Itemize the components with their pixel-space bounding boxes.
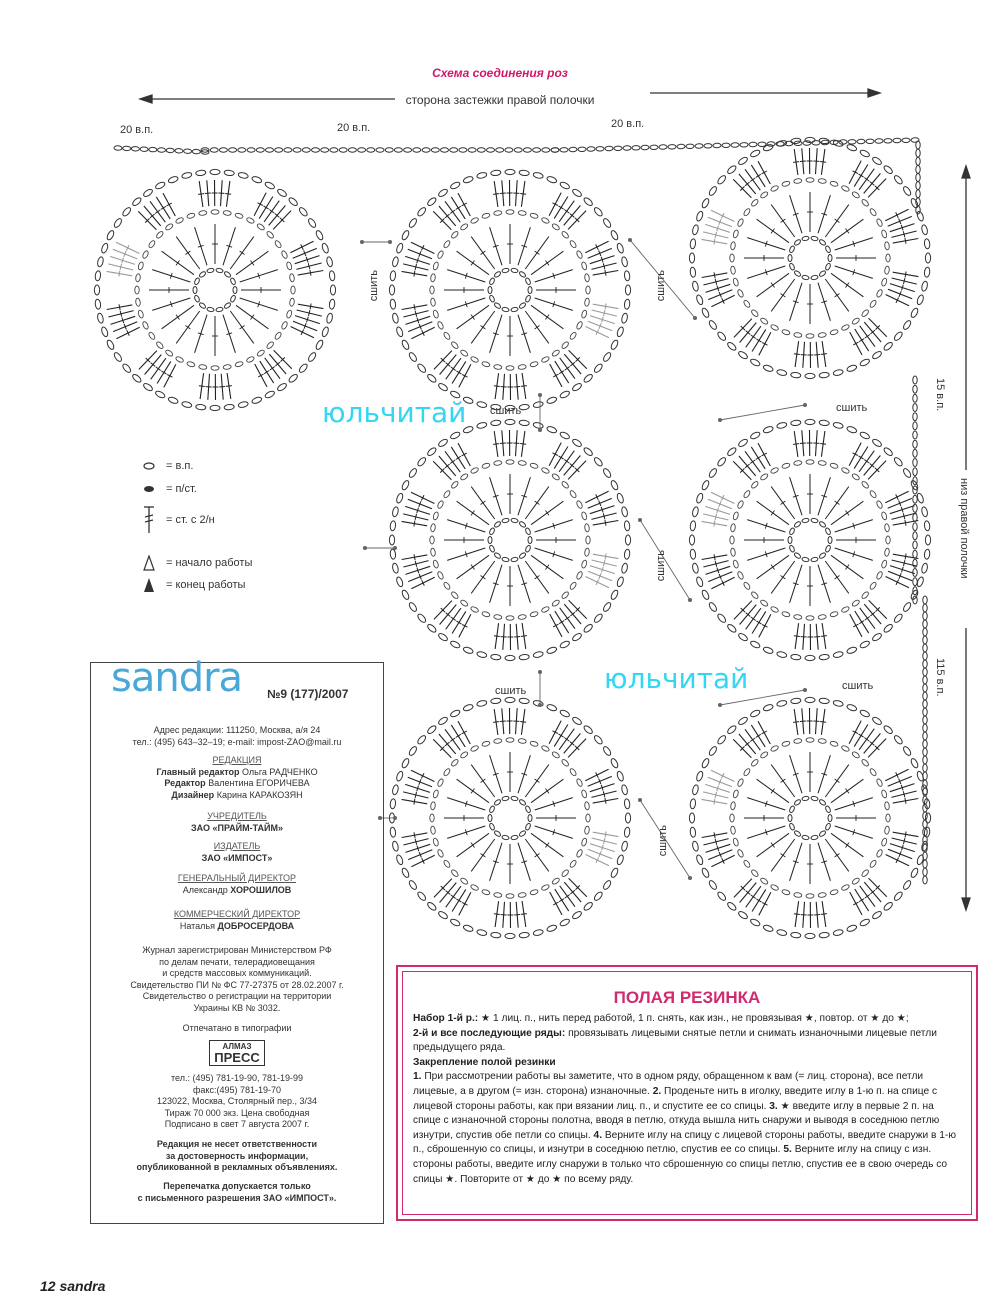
chain-count-label: 20 в.п. [337, 122, 371, 134]
printer-line: тел.: (495) 781-19-90, 781-19-99 [170, 1073, 304, 1083]
rose-motif [389, 697, 630, 938]
section-head: РЕДАКЦИЯ [212, 755, 262, 765]
rose-motif [689, 419, 930, 660]
diagram-subtitle: сторона застежки правой полочки [405, 93, 595, 107]
sew-label: сшить [655, 270, 667, 302]
page-number: 12 [40, 1278, 56, 1294]
printer-line: Подписано в свет 7 августа 2007 г. [164, 1119, 310, 1129]
magazine-logo: sandra [111, 655, 243, 701]
registration-line: Украины КВ № 3032. [193, 1002, 281, 1013]
side-label: низ правой полочки [958, 478, 970, 579]
fix-heading: Закрепление полой резинки [413, 1056, 556, 1068]
rose-motif [689, 697, 930, 938]
disclaimer-line: Редакция не несет ответственности [156, 1139, 318, 1149]
chain-count-label: 20 в.п. [120, 124, 154, 136]
rose-motif [389, 419, 630, 660]
diagram-title: Схема соединения роз [432, 66, 568, 80]
staff-line: Наталья ДОБРОСЕРДОВА [179, 920, 295, 931]
disclaimer-line: за достоверность информации, [165, 1150, 309, 1161]
registration-line: Журнал зарегистрирован Министерством РФ [142, 945, 332, 955]
sew-label: сшить [655, 550, 667, 582]
rose-motif [689, 137, 930, 378]
legend-item: = конец работы [140, 577, 245, 593]
printer-line: 123022, Москва, Столярный пер., 3/34 [156, 1096, 318, 1106]
end-triangle-icon [140, 577, 158, 593]
fix-steps: 1. При рассмотрении работы вы заметите, что в одном ряду, обращенном к вам (= лиц. сторона), все петли лицевые, а в другом (= изн. сторона) изнаночные. 2. Проденьте нить в иголку, введите иглу в 1-ю п. на спице с лицевой стороны работы, как при вязании лиц. п., и спустите ее со спицы. 3. ★ введите иглу в первые 2 п. на спице с изнаночной стороны полотна, вводя в петлю, откуда вышла нить снаружи и выводя в соседнюю петлю изнутри, спустив обе петли со спицы. 4. Верните иглу на спицу с лицевой стороны работы, введите снаружи в 1-ю п., сброшенную со спицы, и изнутри в соседнюю петлю, спустив ее со спицы. 5. Верните иглу на спицу с изн. стороны работы, введите иглу снаружи в только что сброшенную со спицы петлю, спустив ее в свою очередь со спицы ★. Повторите от ★ до ★ по всему ряду. [413, 1071, 956, 1185]
sew-label: сшить [836, 402, 868, 414]
sew-label: сшить [495, 685, 527, 697]
chain-oval-icon [140, 462, 158, 470]
publisher: ЗАО «ИМПОСТ» [201, 852, 273, 863]
watermark: юльчитай [604, 662, 749, 695]
instruction-row-2: 2-й и все последующие ряды: провязывать лицевыми снятые петли и снимать изнаночными лицевые петли предыдущего ряда. [413, 1027, 937, 1054]
sew-label: сшить [657, 825, 669, 857]
imprint-box [90, 655, 384, 1224]
staff-line: Александр ХОРОШИЛОВ [182, 884, 292, 895]
start-triangle-icon [140, 555, 158, 571]
sew-label: сшить [490, 405, 522, 417]
printer-logo: АЛМАЗ ПРЕСС [209, 1040, 264, 1066]
registration-line: Свидетельство о регистрации на территории [142, 991, 332, 1001]
section-head: ГЕНЕРАЛЬНЫЙ ДИРЕКТОР [177, 873, 297, 883]
reprint-line: с письменного разрешения ЗАО «ИМПОСТ». [137, 1192, 337, 1203]
legend-item: = ст. с 2/н [140, 506, 215, 534]
legend-item: = п/ст. [140, 483, 197, 495]
staff-line: Дизайнер Карина КАРАКОЗЯН [171, 789, 303, 800]
printer-line: факс:(495) 781-19-70 [193, 1084, 281, 1095]
registration-line: Свидетельство ПИ № ФС 77-27375 от 28.02.2007 г. [130, 979, 344, 990]
issue-number: №9 (177)/2007 [267, 687, 349, 701]
registration-line: и средств массовых коммуникаций. [162, 968, 312, 978]
chain-count-label: 15 в.п. [934, 378, 946, 412]
printed-at: Отпечатано в типографии [182, 1023, 292, 1033]
instruction-row-1: Набор 1-й р.: ★ 1 лиц. п., нить перед работой, 1 п. снять, как изн., не провязывая ★, повтор. от ★ до ★; [413, 1013, 909, 1024]
section-head: КОММЕРЧЕСКИЙ ДИРЕКТОР [173, 909, 301, 919]
instructions-title: ПОЛАЯ РЕЗИНКА [613, 988, 761, 1007]
chain-count-label: 20 в.п. [611, 118, 645, 130]
slip-stitch-icon [140, 485, 158, 493]
reprint-line: Перепечатка допускается только [163, 1181, 311, 1191]
rib-instructions-box [396, 965, 978, 1221]
rose-motif [389, 169, 630, 410]
section-head: УЧРЕДИТЕЛЬ [207, 811, 267, 821]
page-footer [40, 1278, 105, 1294]
staff-line: Редактор Валентина ЕГОРИЧЕВА [164, 778, 310, 788]
staff-line: Главный редактор Ольга РАДЧЕНКО [156, 766, 318, 777]
footer-brand: sandra [59, 1278, 106, 1294]
address: Адрес редакции: 111250, Москва, а/я 24 [153, 725, 321, 735]
section-head: ИЗДАТЕЛЬ [213, 841, 261, 851]
registration-line: по делам печати, телерадиовещания [159, 956, 315, 967]
founder: ЗАО «ПРАЙМ-ТАЙМ» [190, 822, 284, 833]
legend-item: = начало работы [140, 555, 252, 571]
sew-label: сшить [842, 680, 874, 692]
rose-motif [94, 169, 335, 410]
phone: тел.: (495) 643–32–19; e-mail: impost-ZAO@mail.ru [132, 736, 342, 747]
chain-count-label: 115 в.п. [934, 658, 946, 697]
sew-label: сшить [368, 270, 380, 302]
watermark: юльчитай [322, 396, 467, 429]
sew-arrows [360, 238, 806, 879]
double-crochet-icon [140, 506, 158, 534]
legend-item: = в.п. [140, 460, 193, 472]
printer-line: Тираж 70 000 экз. Цена свободная [164, 1107, 310, 1118]
disclaimer-line: опубликованной в рекламных объявлениях. [136, 1162, 338, 1172]
